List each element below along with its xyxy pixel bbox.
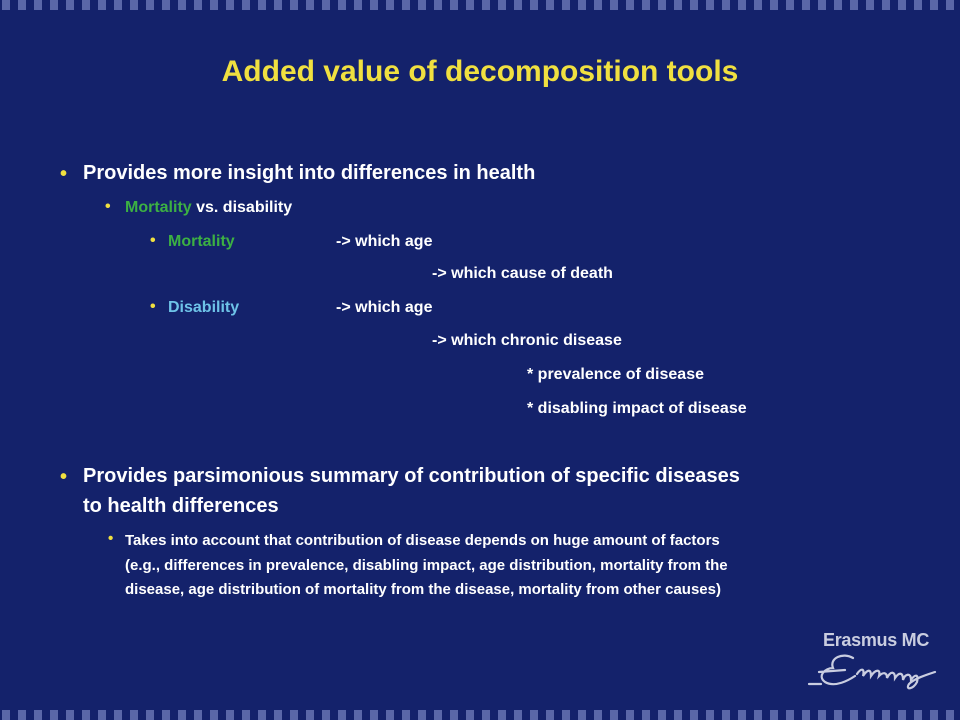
bullet-1-text: Provides more insight into differences in health — [83, 162, 536, 184]
erasmus-mc-logo: Erasmus MC — [823, 630, 930, 650]
sub-bullet-2-line-2: (e.g., differences in prevalence, disabling impact, age distribution, mortality from the — [125, 557, 728, 574]
disability-which-chronic-disease: -> which chronic disease — [432, 332, 622, 349]
bullet-icon: • — [60, 163, 68, 185]
sub-bullet-2-line-1: Takes into account that contribution of disease depends on huge amount of factors — [125, 532, 720, 549]
sub-bullet-mortality-vs-disability — [125, 199, 292, 217]
disability-which-age: -> which age — [336, 299, 433, 316]
bullet-icon: • — [108, 530, 114, 547]
bullet-icon: • — [105, 198, 111, 215]
erasmus-signature-logo — [805, 650, 945, 692]
slide-title: Added value of decomposition tools — [221, 55, 739, 88]
vs-disability-text: vs. disability — [191, 199, 293, 216]
disability-label: Disability — [168, 299, 240, 316]
disability-disabling-impact: * disabling impact of disease — [527, 400, 747, 417]
bullet-2-line-2: to health differences — [83, 495, 279, 517]
top-dot-border — [0, 0, 960, 10]
sub-bullet-2-line-3: disease, age distribution of mortality from the disease, mortality from other causes) — [125, 581, 721, 598]
bullet-icon: • — [60, 466, 68, 488]
bullet-2-line-1: Provides parsimonious summary of contribution of specific diseases — [83, 465, 740, 487]
mortality-word: Mortality — [125, 199, 192, 216]
mortality-which-age: -> which age — [336, 233, 433, 250]
disability-prevalence: * prevalence of disease — [527, 366, 704, 383]
bullet-icon: • — [150, 232, 156, 249]
bottom-dot-border — [0, 710, 960, 720]
mortality-which-cause: -> which cause of death — [432, 265, 613, 282]
mortality-label: Mortality — [168, 233, 235, 250]
bullet-icon: • — [150, 298, 156, 315]
